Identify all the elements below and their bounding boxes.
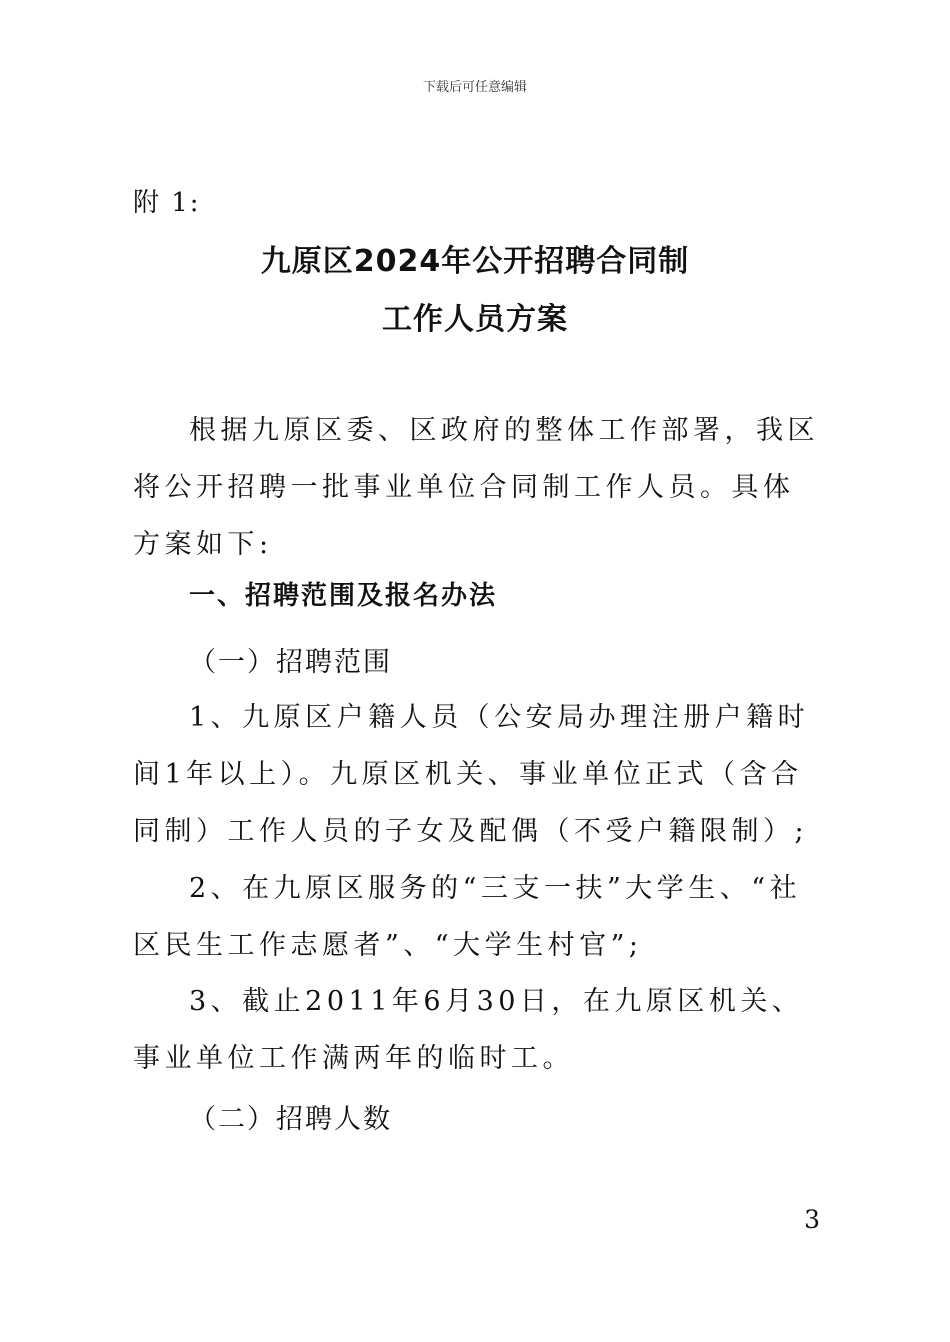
list-item-2: 2、在九原区服务的“三支一扶”大学生、“社区民生工作志愿者”、“大学生村官”; xyxy=(133,873,802,961)
document-title-line-2: 工作人员方案 xyxy=(382,302,568,337)
subsection-heading-scope: （一）招聘范围 xyxy=(189,647,392,678)
document-title-line-1: 九原区2024年公开招聘合同制 xyxy=(260,244,690,279)
section-heading-recruitment-scope: 一、招聘范围及报名办法 xyxy=(189,581,498,611)
subsection-heading-headcount: （二）招聘人数 xyxy=(189,1104,392,1135)
list-item-3: 3、截止2011年6月30日，在九原区机关、事业单位工作满两年的临时工。 xyxy=(133,986,804,1074)
list-item-1: 1、九原区户籍人员（公安局办理注册户籍时间1年以上）。九原区机关、事业单位正式（含合同制）工作人员的子女及配偶（不受户籍限制）; xyxy=(133,702,810,847)
page-header-note: 下载后可任意编辑 xyxy=(422,80,527,95)
intro-paragraph: 根据九原区委、区政府的整体工作部署，我区将公开招聘一批事业单位合同制工作人员。具体方案如下: xyxy=(133,415,819,560)
page-number: 3 xyxy=(804,1205,820,1234)
attachment-label: 附 1: xyxy=(133,188,201,218)
